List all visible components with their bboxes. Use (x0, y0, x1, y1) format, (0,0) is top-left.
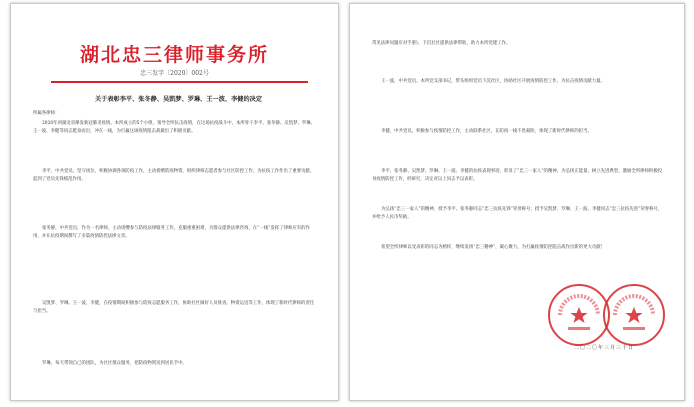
body-paragraph: 李平，中共党员，坚守岗位，积极协调各项防疫工作，主动捐赠防疫物资，组织律师志愿者参与社区防控工作，为抗疫工作作出了重要贡献，起到了党员先锋模范作用。 (33, 169, 315, 183)
salutation: 所属各律师： (33, 111, 60, 116)
body-paragraph: 为弘扬“忠三一家人”的精神，授予李平、张冬静同志“忠三抗疫先锋”荣誉称号；授予吴凯梦、罗琳、王一波、李健同志“忠三抗疫先进”荣誉称号，并给予人民币奖励。 (372, 207, 663, 221)
body-paragraph: 李平、张冬静、吴凯梦、罗琳、王一波、李健的抗疫表现事迹，彰显了“忠三一家人”的精神，为弘扬正能量，树立先进典型，激励全所律师积极投身疫情防控工作，经研究，决定对以上同志予以表彰。 (372, 169, 663, 183)
red-divider (51, 81, 308, 83)
document-page-right (349, 3, 685, 401)
firm-title: 湖北忠三律师事务所 (79, 44, 269, 66)
body-paragraph: 希望全所律师以受表彰的同志为榜样，继续发扬“忠三精神”，凝心聚力，为打赢疫情防控阻击战作出新的更大贡献！ (381, 245, 606, 250)
body-paragraph: 罗琳，每天带领自己的团队，为社区群众服务，把防疫物资送到居民手中。 (42, 361, 187, 366)
body-paragraph: 李健，中共党员，积极参与疫情防控工作，主动联系社区，在防疫一线不畏艰险，体现了新时代律师的担当。 (381, 129, 592, 134)
decision-subject: 关于表彰李平、张冬静、吴凯梦、罗琳、王一波、李健的决定 (94, 96, 263, 103)
body-paragraph: 王一波，中共党员。本所党支部书记，带头组织党员下沉社区，协助社区开展疫情防控工作，为抗击疫情贡献力量。 (381, 79, 605, 84)
body-paragraph: 常见法律问题应对手册》，下沉社区提供法律帮助，助力本所党建工作。 (372, 41, 511, 46)
body-paragraph: 张冬静，中共党员，作为一名律师，主动请缨参与防疫法律服务工作，克服重重困难，为群众提供法律咨询，在“一线”发挥了律师应有的作用，并在抗疫期间撰写了多篇疫情防控法律文章。 (33, 226, 310, 240)
document-page-left (10, 3, 339, 401)
signature-date: 二〇二〇年三月三十日 (573, 345, 634, 351)
official-seal-right (603, 284, 665, 346)
body-paragraph: 2020年初湖北省爆发新冠肺炎疫情。本所成立的5个小组，领导全所抗击疫情，在这场抗疫战斗中，本所骨干李平、张冬静、吴凯梦、罗琳、王一波、李健等同志挺身而出，冲在一线，为打赢这场疫情阻击战做出了积极贡献。 (33, 121, 316, 135)
document-number: 忠三发字〔2020〕002号 (140, 70, 209, 77)
body-paragraph: 吴凯梦、罗琳、王一波、李健，在疫情期间积极参与防疫志愿服务工作，协助社区做好人员排查、物资运送等工作，体现了新时代律师的责任与担当。 (33, 301, 315, 315)
official-seal-left (548, 284, 610, 346)
